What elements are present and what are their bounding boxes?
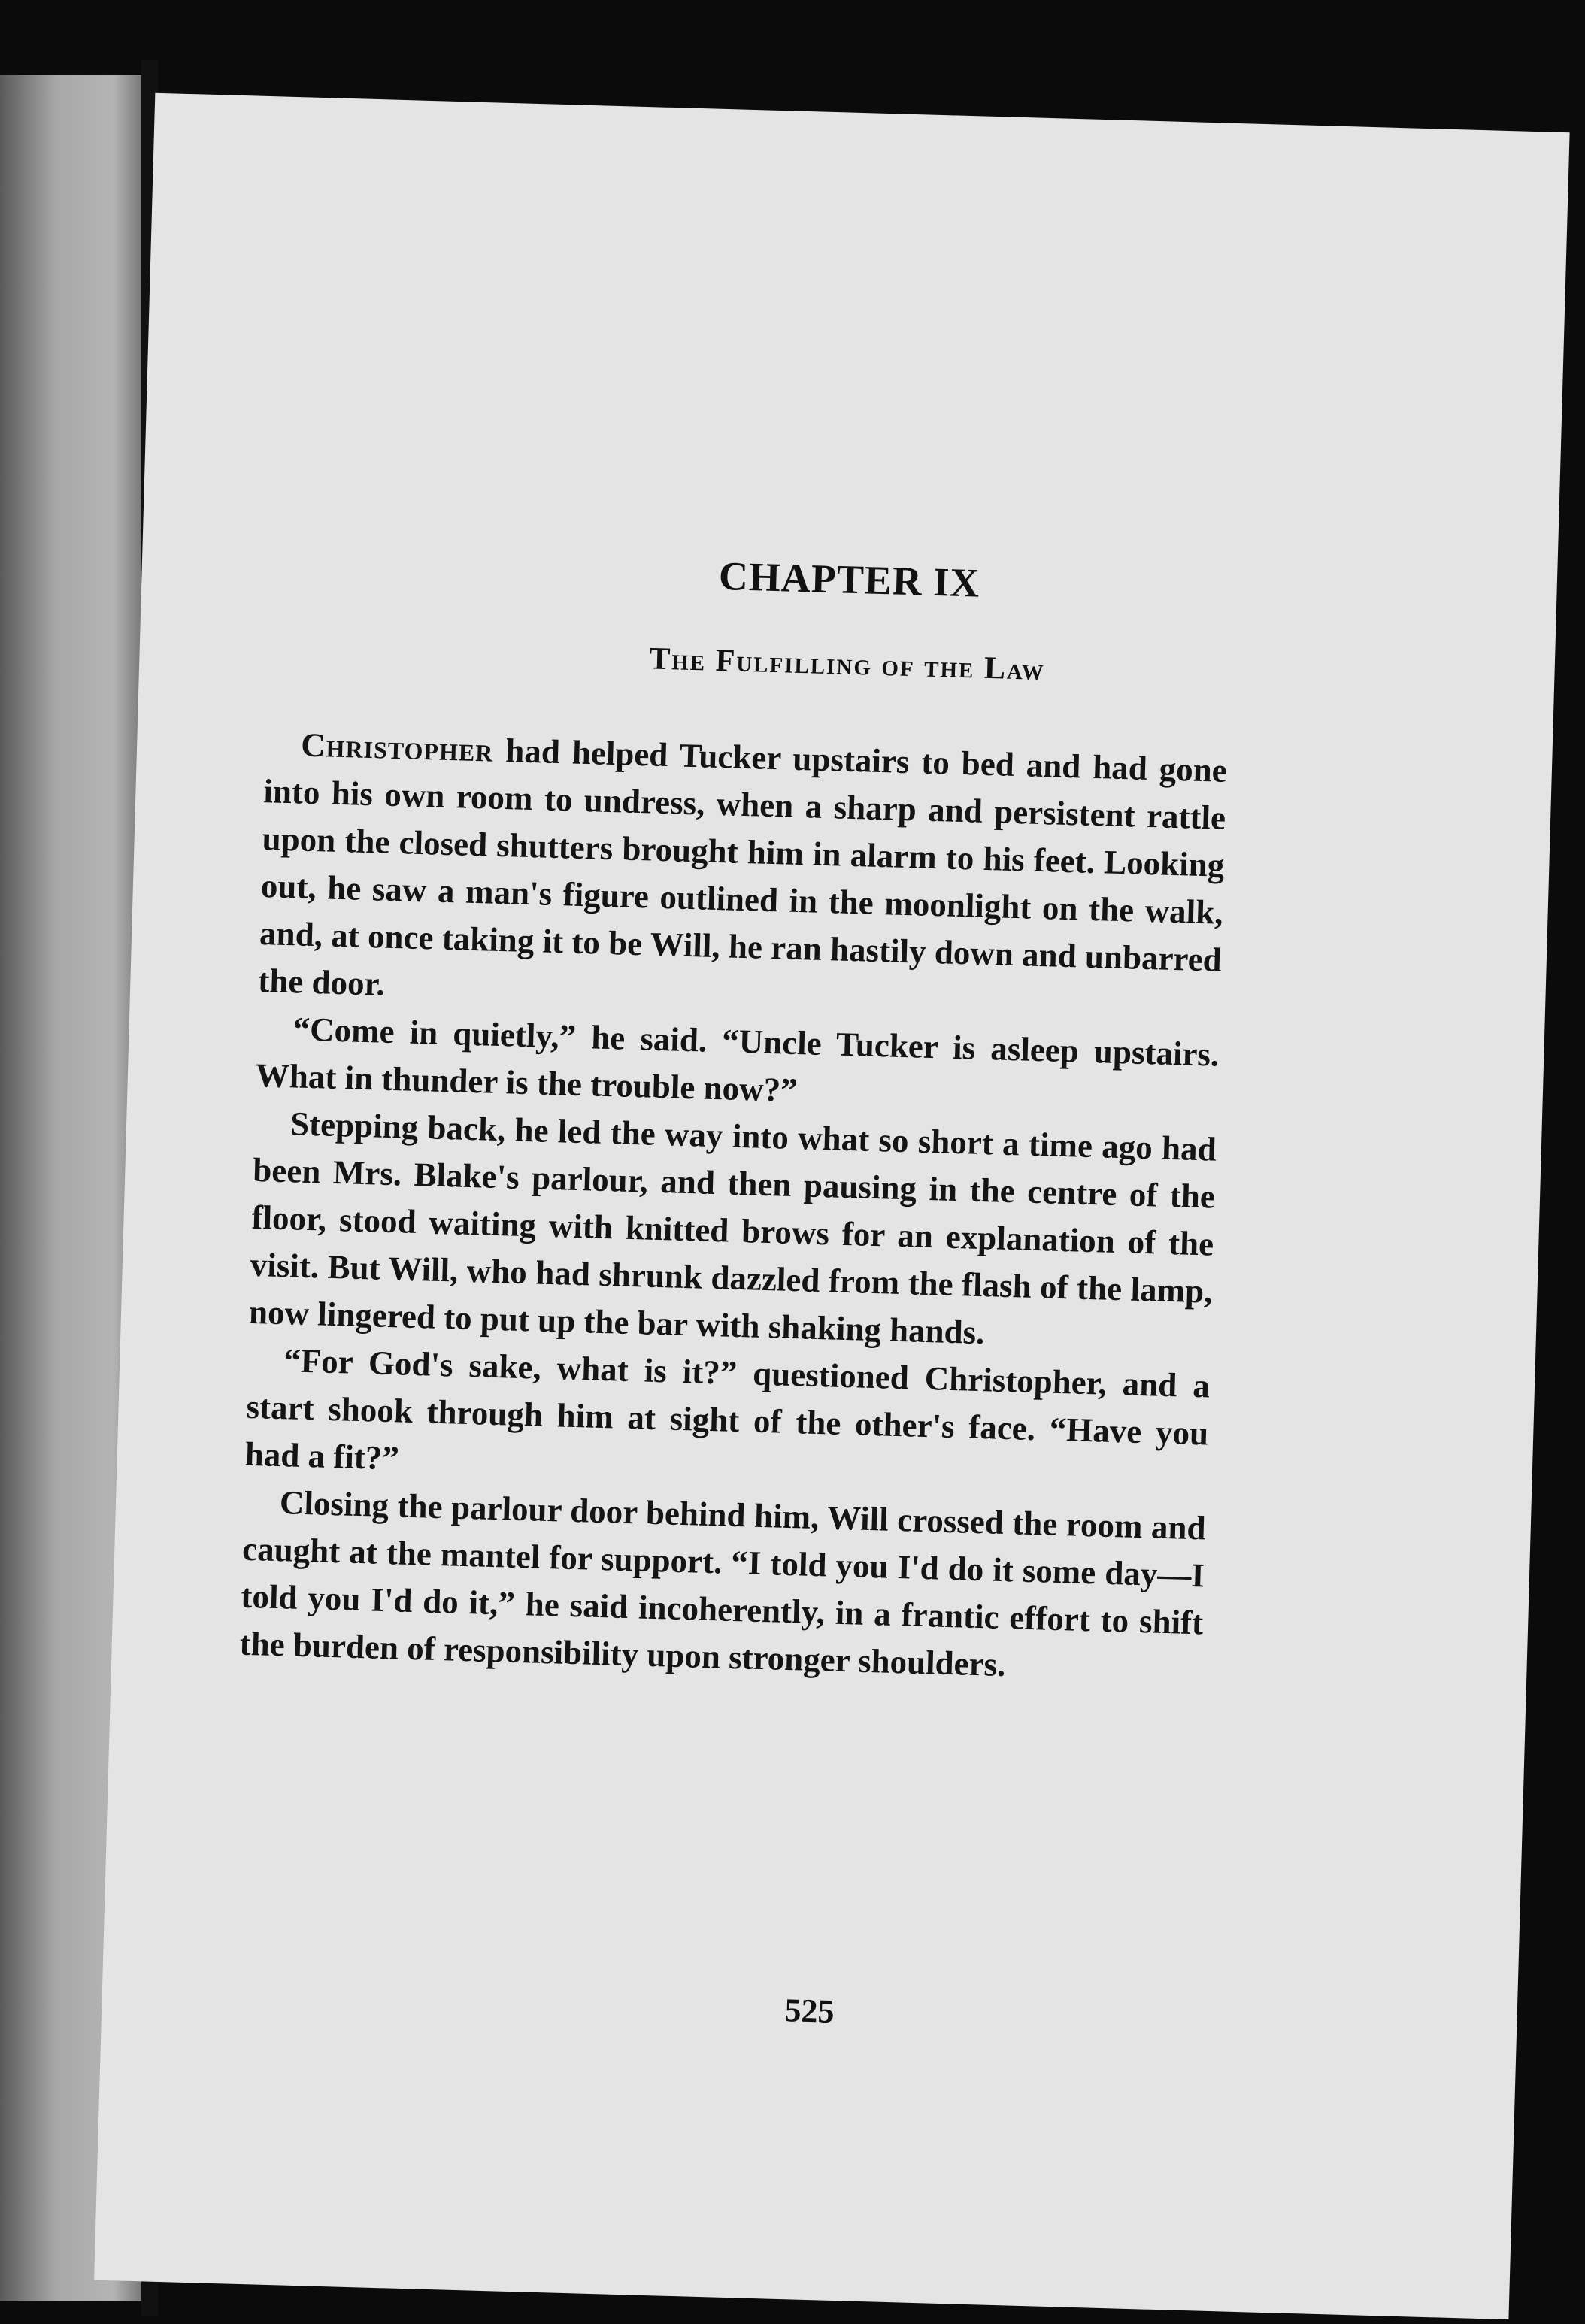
paragraph-text: had helped Tucker upstairs to bed and had gone into his own room to undress, when a sharp and persistent rattle upon the closed shutters brought him in alarm to his feet. Looking out, he saw a man's figure outlined in the moonlight on the walk, and, at once taking it to be Will, he ran hastily down and unbarred the door. — [257, 731, 1228, 1003]
paragraph-4: “For God's sake, what is it?” questioned Christopher, and a start shook through him at sight of the other's face. “Have you had a fit?” — [244, 1341, 1211, 1477]
page-number: 525 — [783, 1992, 835, 2030]
paragraph-lead-word: Christopher — [300, 726, 495, 769]
book-page — [94, 93, 1570, 2319]
paragraph-1 — [258, 720, 1228, 1032]
paragraph-3: Stepping back, he led the way into what so short a time ago had been Mrs. Blake's parlour, and then pausing in the centre of the floor, stood waiting with knitted brows for an explanation of the visit. But Will, who had shrunk dazzled from the flash of the lamp, now lingered to put up the bar with shaking hands. — [248, 1104, 1217, 1352]
paragraph-5: Closing the parlour door behind him, Will crossed the room and caught at the mantel for support. “I told you I'd do it some day—I told you I'd do it,” he said incoherently, in a frantic effort to shift the burden of responsibility upon stronger shoulders. — [239, 1483, 1207, 1684]
chapter-body — [239, 720, 1228, 1694]
chapter-title: CHAPTER IX — [718, 553, 981, 606]
chapter-subtitle: The Fulfilling of the Law — [648, 641, 1046, 688]
paragraph-2: “Come in quietly,” he said. “Uncle Tucker is asleep upstairs. What in thunder is the trouble now?” — [255, 1010, 1220, 1110]
